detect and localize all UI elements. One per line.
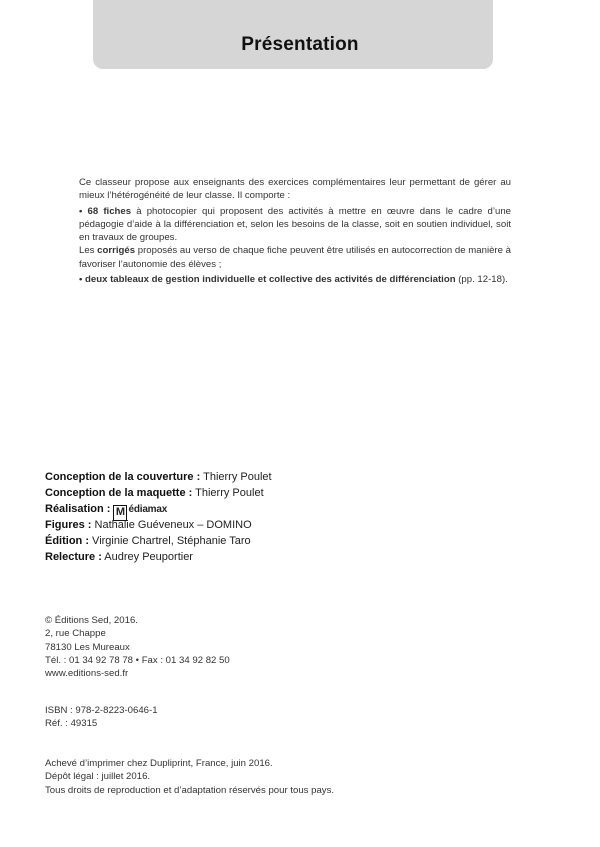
credit-value: Virginie Chartrel, Stéphanie Taro	[89, 535, 251, 547]
credit-label: Figures :	[45, 519, 92, 531]
credit-label: Édition :	[45, 535, 89, 547]
credit-edition	[45, 533, 272, 549]
credit-label: Relecture :	[45, 551, 102, 563]
bullet-tableaux	[79, 273, 511, 286]
corriges-paragraph	[79, 244, 511, 271]
credit-proofreading	[45, 549, 272, 565]
intro-sentence: Ce classeur propose aux enseignants des exercices complémentaires leur permettant de gérer au mieux l’hétérogénéité de leur classe. Il comporte :	[79, 177, 511, 202]
credit-production	[45, 501, 272, 517]
credit-value: Nathalie Guéveneux – DOMINO	[91, 519, 252, 531]
copyright: © Éditions Sed, 2016.	[45, 615, 138, 626]
bullet-marker: •	[79, 205, 88, 217]
tableaux-bold: • deux tableaux de gestion individuelle et collective des activités de différenciation	[79, 274, 456, 286]
credit-figures	[45, 517, 272, 533]
rights: Tous droits de reproduction et d’adaptation réservés pour tous pays.	[45, 784, 335, 796]
printer: Achevé d’imprimer chez Dupliprint, France, juin 2016.	[45, 758, 273, 769]
credit-cover	[45, 469, 272, 485]
phone-fax: Tél. : 01 34 92 78 78 • Fax : 01 34 92 82 50	[45, 654, 230, 666]
credit-value: Audrey Peuportier	[101, 551, 193, 563]
credit-layout	[45, 485, 272, 501]
corriges-bold: corrigés	[97, 245, 136, 257]
tableaux-pages: (pp. 12-18).	[455, 274, 508, 286]
credit-label: Conception de la couverture :	[45, 471, 201, 483]
identifiers	[45, 704, 158, 731]
mediamax-logo-text: édiamax	[128, 504, 168, 515]
page-title: Présentation	[241, 34, 359, 55]
credit-label: Réalisation :	[45, 503, 111, 515]
address-city: 78130 Les Mureaux	[45, 641, 130, 653]
intro-paragraph	[79, 176, 511, 203]
corriges-prefix: Les	[79, 245, 98, 257]
isbn: ISBN : 978-2-8223-0646-1	[45, 705, 158, 716]
fiches-count: 68 fiches	[87, 205, 132, 217]
intro-text	[79, 176, 511, 286]
bullet-fiches	[79, 205, 511, 245]
address-street: 2, rue Chappe	[45, 628, 106, 640]
credit-value: Thierry Poulet	[192, 487, 264, 499]
printing-info	[45, 757, 334, 797]
mediamax-logo-icon: M	[113, 505, 127, 521]
reference: Réf. : 49315	[45, 718, 98, 730]
credit-value: Thierry Poulet	[200, 471, 272, 483]
legal-deposit: Dépôt légal : juillet 2016.	[45, 771, 151, 783]
fiches-description: à photocopier qui proposent des activités à mettre en œuvre dans le cadre d’une pédagogie d’aide à la différenciation et, selon les besoins de la classe, soit en soutien individuel, soit en travaux de groupes.	[79, 205, 511, 244]
credits	[45, 469, 272, 565]
website: www.editions-sed.fr	[45, 668, 129, 680]
corriges-description: proposés au verso de chaque fiche peuvent être utilisés en autocorrection de manière à favoriser l’autonomie des élèves ;	[79, 245, 511, 270]
credit-label: Conception de la maquette :	[45, 487, 193, 499]
publisher-info	[45, 614, 230, 680]
